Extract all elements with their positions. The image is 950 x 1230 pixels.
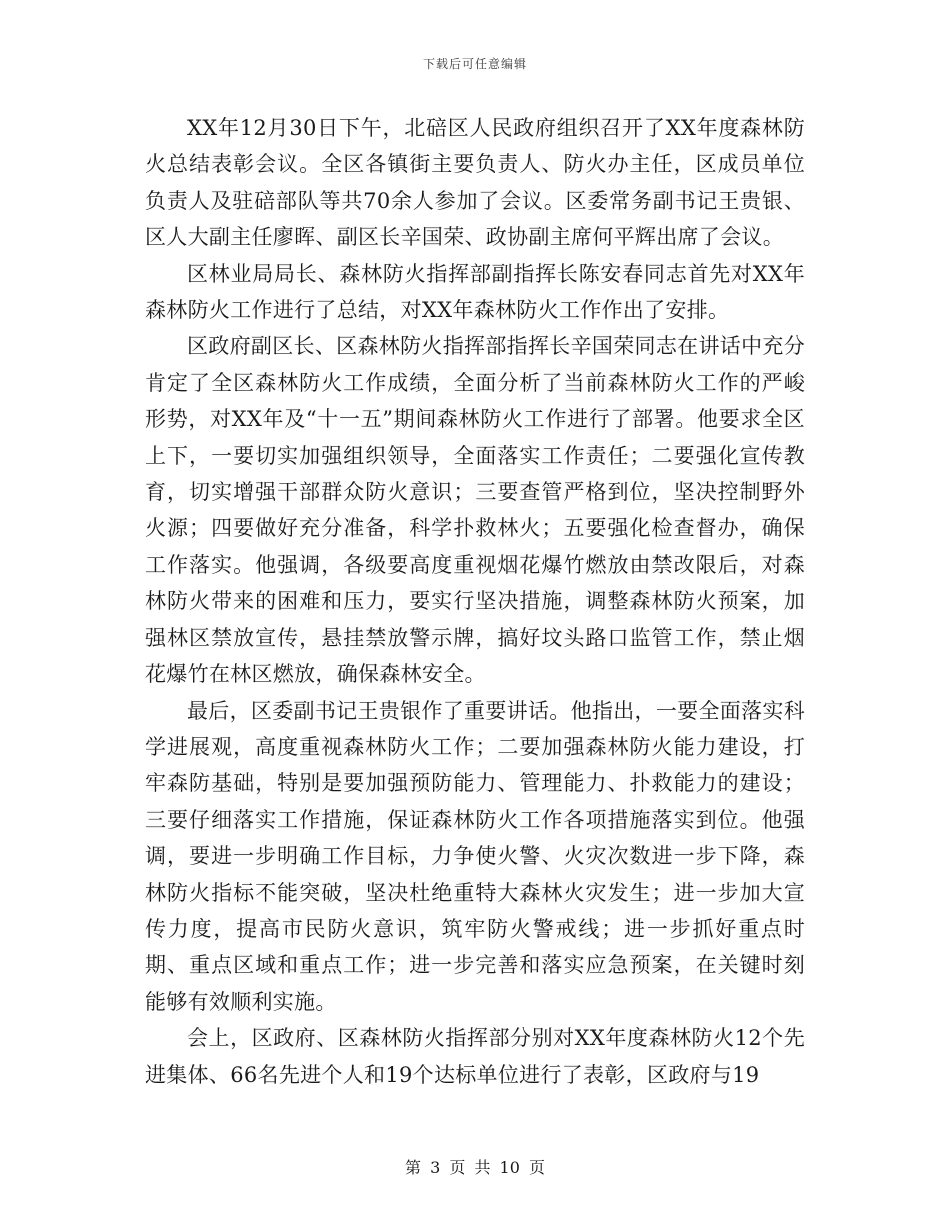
page-header: 下载后可任意编辑 [422,57,527,71]
paragraph-deputy-speech: 区政府副区长、区森林防火指挥部指挥长辛国荣同志在讲话中充分肯定了全区森林防火工作成绩，全面分析了当前森林防火工作的严峻形势，对XX年及“十一五”期间森林防火工作进行了部署。他要求全区上下，一要切实加强组织领导，全面落实工作责任；二要强化宣传教育，切实增强干部群众防火意识；三要查管严格到位，坚决控制野外火源；四要做好充分准备，科学扑救林火；五要强化检查督办，确保工作落实。他强调，各级要高度重视烟花爆竹燃放由禁改限后，对森林防火带来的困难和压力，要实行坚决措施，调整森林防火预案，加强林区禁放宣传，悬挂禁放警示牌，搞好坟头路口监管工作，禁止烟花爆竹在林区燃放，确保森林安全。 [145,334,805,687]
document-body [145,110,805,1093]
paragraph-commendation: 会上，区政府、区森林防火指挥部分别对XX年度森林防火12个先进集体、66名先进个人和19个达标单位进行了表彰，区政府与19 [145,1026,805,1087]
paragraph-secretary-speech: 最后，区委副书记王贵银作了重要讲话。他指出，一要全面落实科学进展观，高度重视森林防火工作；二要加强森林防火能力建设，打牢森防基础，特别是要加强预防能力、管理能力、扑救能力的建设；三要仔细落实工作措施，保证森林防火工作各项措施落实到位。他强调，要进一步明确工作目标，力争使火警、火灾次数进一步下降，森林防火指标不能突破，坚决杜绝重特大森林火灾发生；进一步加大宣传力度，提高市民防火意识，筑牢防火警戒线；进一步抓好重点时期、重点区域和重点工作；进一步完善和落实应急预案，在关键时刻能够有效顺利实施。 [145,698,805,1014]
page-number: 第 3 页 共 10 页 [405,1158,545,1177]
paragraph-meeting-overview: XX年12月30日下午，北碚区人民政府组织召开了XX年度森林防火总结表彰会议。全区各镇街主要负责人、防火办主任，区成员单位负责人及驻碚部队等共70余人参加了会议。区委常务副书记王贵银、区人大副主任廖晖、副区长辛国荣、政协副主席何平辉出席了会议。 [145,116,805,250]
paragraph-work-summary: 区林业局局长、森林防火指挥部副指挥长陈安春同志首先对XX年森林防火工作进行了总结，对XX年森林防火工作作出了安排。 [145,261,805,323]
